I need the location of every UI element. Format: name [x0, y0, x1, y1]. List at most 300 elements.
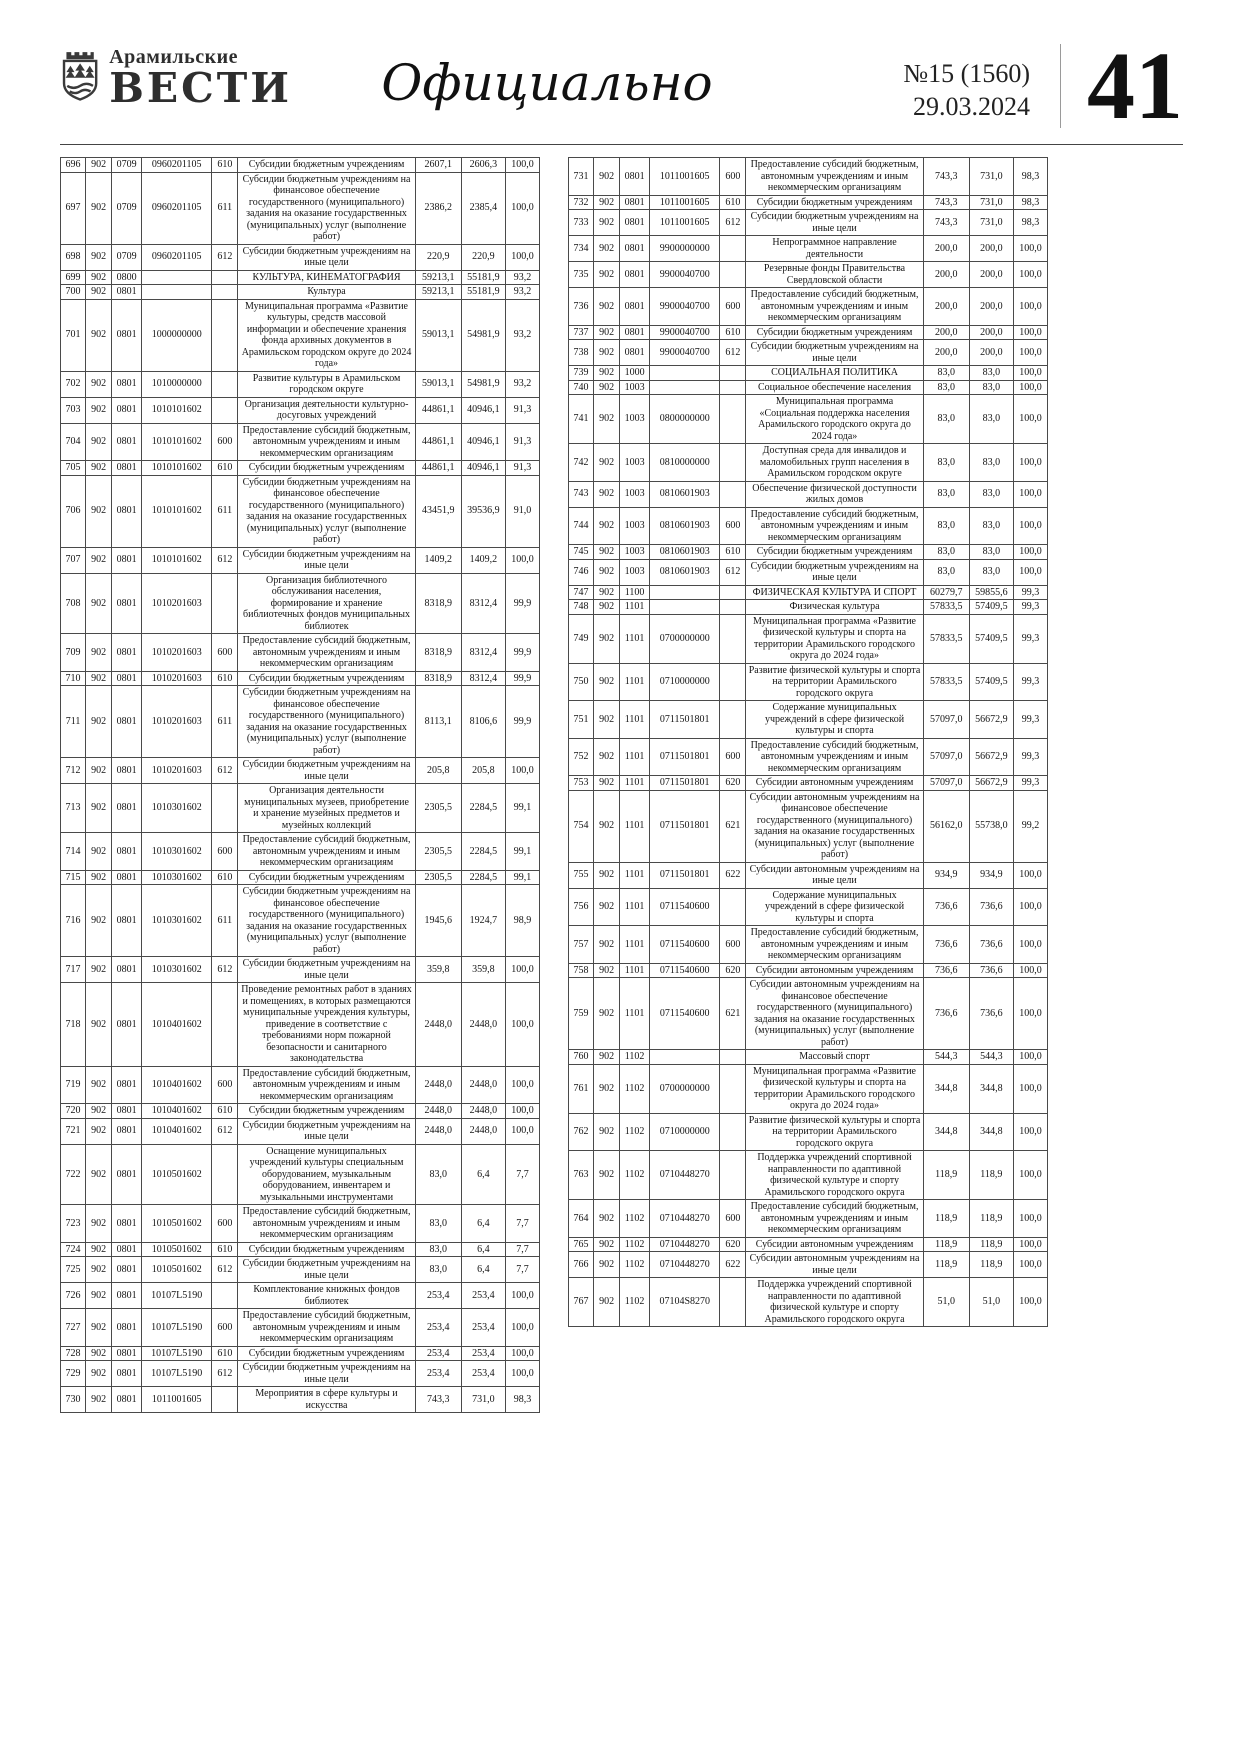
- expense-type-cell: 612: [212, 1361, 238, 1387]
- expense-name-cell: Субсидии бюджетным учреждениям на иные цели: [238, 957, 415, 983]
- plan-value-cell: 2386,2: [415, 172, 461, 244]
- percent-cell: 98,9: [505, 885, 539, 957]
- table-row: [61, 475, 540, 547]
- row-number-cell: 762: [569, 1113, 594, 1151]
- section-code-cell: 0801: [112, 1118, 142, 1144]
- target-article-cell: 10107L5190: [142, 1309, 212, 1347]
- fact-value-cell: 253,4: [461, 1309, 505, 1347]
- grbs-code-cell: 902: [86, 957, 112, 983]
- fact-value-cell: 8106,6: [461, 686, 505, 758]
- target-article-cell: 07104S8270: [650, 1278, 720, 1327]
- section-code-cell: 0800: [112, 270, 142, 285]
- expense-type-cell: [720, 1113, 746, 1151]
- plan-value-cell: 200,0: [923, 325, 969, 340]
- percent-cell: 98,3: [505, 1387, 539, 1413]
- grbs-code-cell: 902: [594, 559, 620, 585]
- expense-name-cell: Субсидии бюджетным учреждениям: [238, 870, 415, 885]
- row-number-cell: 707: [61, 547, 86, 573]
- expense-name-cell: СОЦИАЛЬНАЯ ПОЛИТИКА: [746, 366, 923, 381]
- target-article-cell: 0960201105: [142, 244, 212, 270]
- grbs-code-cell: 902: [86, 158, 112, 173]
- expense-name-cell: Социальное обеспечение населения: [746, 380, 923, 395]
- row-number-cell: 719: [61, 1066, 86, 1104]
- percent-cell: 7,7: [505, 1242, 539, 1257]
- expense-type-cell: 610: [720, 545, 746, 560]
- fact-value-cell: 2448,0: [461, 1118, 505, 1144]
- row-number-cell: 699: [61, 270, 86, 285]
- section-title: Официально: [381, 54, 713, 112]
- grbs-code-cell: 902: [86, 285, 112, 300]
- page-header: [60, 32, 1183, 139]
- table-row: [61, 1387, 540, 1413]
- target-article-cell: [650, 600, 720, 615]
- plan-value-cell: 2448,0: [415, 1104, 461, 1119]
- table-row: [569, 1200, 1048, 1238]
- row-number-cell: 749: [569, 614, 594, 663]
- target-article-cell: [142, 285, 212, 300]
- expense-name-cell: Организация библиотечного обслуживания населения, формирование и хранение библиотечных фондов муниципальных библиотек: [238, 573, 415, 634]
- plan-value-cell: 83,0: [923, 395, 969, 444]
- expense-name-cell: Проведение ремонтных работ в зданиях и помещениях, в которых размещаются муниципальные учреждения культуры, приведение в соответствие с требованиями норм пожарной безопасности и санитарного законодательства: [238, 983, 415, 1067]
- grbs-code-cell: 902: [86, 423, 112, 461]
- table-row: [569, 1237, 1048, 1252]
- expense-type-cell: [212, 299, 238, 371]
- table-row: [61, 397, 540, 423]
- grbs-code-cell: 902: [86, 1257, 112, 1283]
- row-number-cell: 752: [569, 738, 594, 776]
- section-code-cell: 0801: [112, 671, 142, 686]
- section-code-cell: 0801: [112, 1205, 142, 1243]
- grbs-code-cell: 902: [86, 1118, 112, 1144]
- expense-name-cell: Оснащение муниципальных учреждений культуры специальным оборудованием, музыкальным оборудованием, инвентарем и музыкальными инструментами: [238, 1144, 415, 1205]
- section-code-cell: 1003: [620, 545, 650, 560]
- grbs-code-cell: 902: [594, 195, 620, 210]
- percent-cell: 100,0: [1013, 1064, 1047, 1113]
- section-code-cell: 1101: [620, 701, 650, 739]
- plan-value-cell: 200,0: [923, 340, 969, 366]
- section-code-cell: 0801: [112, 758, 142, 784]
- expense-name-cell: КУЛЬТУРА, КИНЕМАТОГРАФИЯ: [238, 270, 415, 285]
- percent-cell: 99,9: [505, 573, 539, 634]
- grbs-code-cell: 902: [86, 244, 112, 270]
- table-row: [61, 172, 540, 244]
- expense-name-cell: Субсидии бюджетным учреждениям: [746, 325, 923, 340]
- issue-number: №15 (1560): [903, 59, 1030, 88]
- expense-type-cell: [720, 1151, 746, 1200]
- section-code-cell: 0801: [620, 340, 650, 366]
- grbs-code-cell: 902: [594, 1064, 620, 1113]
- percent-cell: 93,2: [505, 270, 539, 285]
- target-article-cell: 1010301602: [142, 870, 212, 885]
- section-code-cell: 0801: [112, 285, 142, 300]
- expense-name-cell: Предоставление субсидий бюджетным, автономным учреждениям и иным некоммерческим организациям: [746, 738, 923, 776]
- section-code-cell: 0801: [620, 325, 650, 340]
- percent-cell: 93,2: [505, 285, 539, 300]
- row-number-cell: 755: [569, 862, 594, 888]
- table-row: [569, 600, 1048, 615]
- table-row: [569, 444, 1048, 482]
- section-code-cell: 0801: [112, 547, 142, 573]
- expense-name-cell: Предоставление субсидий бюджетным, автономным учреждениям и иным некоммерческим организациям: [746, 1200, 923, 1238]
- plan-value-cell: 51,0: [923, 1278, 969, 1327]
- fact-value-cell: 200,0: [969, 340, 1013, 366]
- row-number-cell: 715: [61, 870, 86, 885]
- table-row: [61, 671, 540, 686]
- percent-cell: 99,1: [505, 784, 539, 833]
- expense-type-cell: 610: [212, 461, 238, 476]
- expense-name-cell: Поддержка учреждений спортивной направленности по адаптивной физической культуре и спорту Арамильского городского округа: [746, 1151, 923, 1200]
- header-divider: [60, 144, 1183, 145]
- table-row: [569, 701, 1048, 739]
- grbs-code-cell: 902: [86, 461, 112, 476]
- section-code-cell: 0801: [620, 262, 650, 288]
- expense-type-cell: [720, 1050, 746, 1065]
- expense-type-cell: [212, 270, 238, 285]
- section-code-cell: 1101: [620, 790, 650, 862]
- table-row: [569, 507, 1048, 545]
- expense-name-cell: Содержание муниципальных учреждений в сфере физической культуры и спорта: [746, 701, 923, 739]
- row-number-cell: 724: [61, 1242, 86, 1257]
- row-number-cell: 765: [569, 1237, 594, 1252]
- table-row: [569, 559, 1048, 585]
- percent-cell: 100,0: [1013, 1237, 1047, 1252]
- plan-value-cell: 8318,9: [415, 573, 461, 634]
- grbs-code-cell: 902: [86, 1309, 112, 1347]
- fact-value-cell: 200,0: [969, 236, 1013, 262]
- percent-cell: 91,0: [505, 475, 539, 547]
- percent-cell: 98,3: [1013, 210, 1047, 236]
- grbs-code-cell: 902: [86, 1361, 112, 1387]
- row-number-cell: 750: [569, 663, 594, 701]
- section-code-cell: 1003: [620, 481, 650, 507]
- row-number-cell: 716: [61, 885, 86, 957]
- brand-name-bottom: ВЕСТИ: [109, 64, 292, 113]
- table-row: [61, 299, 540, 371]
- table-row: [61, 1309, 540, 1347]
- section-code-cell: 0801: [112, 1309, 142, 1347]
- grbs-code-cell: 902: [86, 1387, 112, 1413]
- fact-value-cell: 6,4: [461, 1144, 505, 1205]
- fact-value-cell: 2385,4: [461, 172, 505, 244]
- grbs-code-cell: 902: [86, 299, 112, 371]
- fact-value-cell: 6,4: [461, 1242, 505, 1257]
- grbs-code-cell: 902: [594, 600, 620, 615]
- plan-value-cell: 743,3: [923, 210, 969, 236]
- table-row: [569, 1064, 1048, 1113]
- target-article-cell: 1010501602: [142, 1242, 212, 1257]
- grbs-code-cell: 902: [86, 270, 112, 285]
- row-number-cell: 766: [569, 1252, 594, 1278]
- expense-name-cell: Субсидии автономным учреждениям: [746, 1237, 923, 1252]
- expense-name-cell: Массовый спорт: [746, 1050, 923, 1065]
- expense-name-cell: Муниципальная программа «Социальная поддержка населения Арамильского городского округа до 2024 года»: [746, 395, 923, 444]
- expense-type-cell: 610: [720, 325, 746, 340]
- grbs-code-cell: 902: [86, 397, 112, 423]
- section-code-cell: 0801: [112, 1144, 142, 1205]
- row-number-cell: 717: [61, 957, 86, 983]
- target-article-cell: 0710000000: [650, 663, 720, 701]
- row-number-cell: 701: [61, 299, 86, 371]
- section-code-cell: 0801: [620, 158, 650, 196]
- target-article-cell: 1010201603: [142, 686, 212, 758]
- section-code-cell: 1102: [620, 1064, 650, 1113]
- row-number-cell: 754: [569, 790, 594, 862]
- fact-value-cell: 51,0: [969, 1278, 1013, 1327]
- plan-value-cell: 44861,1: [415, 423, 461, 461]
- row-number-cell: 732: [569, 195, 594, 210]
- percent-cell: 100,0: [1013, 1278, 1047, 1327]
- section-code-cell: 0801: [112, 573, 142, 634]
- target-article-cell: 1010101602: [142, 475, 212, 547]
- section-code-cell: 0801: [620, 288, 650, 326]
- expense-name-cell: Поддержка учреждений спортивной направленности по адаптивной физической культуре и спорту Арамильского городского округа: [746, 1278, 923, 1327]
- section-code-cell: 0801: [112, 784, 142, 833]
- target-article-cell: 1010301602: [142, 885, 212, 957]
- plan-value-cell: 83,0: [923, 444, 969, 482]
- grbs-code-cell: 902: [594, 1252, 620, 1278]
- plan-value-cell: 253,4: [415, 1361, 461, 1387]
- target-article-cell: 0960201105: [142, 172, 212, 244]
- section-code-cell: 0801: [112, 1387, 142, 1413]
- expense-name-cell: Организация деятельности муниципальных музеев, приобретение и хранение музейных предметов и музейных коллекций: [238, 784, 415, 833]
- table-row: [569, 325, 1048, 340]
- grbs-code-cell: 902: [86, 784, 112, 833]
- row-number-cell: 708: [61, 573, 86, 634]
- percent-cell: 100,0: [1013, 507, 1047, 545]
- expense-type-cell: 612: [212, 547, 238, 573]
- section-code-cell: 0801: [112, 1283, 142, 1309]
- target-article-cell: 10107L5190: [142, 1346, 212, 1361]
- section-code-cell: 0801: [112, 461, 142, 476]
- percent-cell: 100,0: [505, 158, 539, 173]
- expense-name-cell: Субсидии автономным учреждениям на иные цели: [746, 862, 923, 888]
- plan-value-cell: 2305,5: [415, 870, 461, 885]
- expense-name-cell: Муниципальная программа «Развитие физической культуры и спорта на территории Арамильского городского округа до 2024 года»: [746, 1064, 923, 1113]
- fact-value-cell: 731,0: [461, 1387, 505, 1413]
- percent-cell: 100,0: [505, 547, 539, 573]
- table-row: [61, 833, 540, 871]
- section-code-cell: 0801: [112, 299, 142, 371]
- expense-name-cell: Предоставление субсидий бюджетным, автономным учреждениям и иным некоммерческим организациям: [746, 507, 923, 545]
- target-article-cell: 1010301602: [142, 784, 212, 833]
- fact-value-cell: 57409,5: [969, 663, 1013, 701]
- percent-cell: 99,9: [505, 671, 539, 686]
- percent-cell: 100,0: [1013, 1151, 1047, 1200]
- expense-name-cell: Содержание муниципальных учреждений в сфере физической культуры и спорта: [746, 888, 923, 926]
- percent-cell: 100,0: [1013, 926, 1047, 964]
- grbs-code-cell: 902: [594, 158, 620, 196]
- expense-name-cell: Организация деятельности культурно-досуговых учреждений: [238, 397, 415, 423]
- expense-type-cell: [720, 444, 746, 482]
- grbs-code-cell: 902: [86, 634, 112, 672]
- target-article-cell: 0810601903: [650, 507, 720, 545]
- section-code-cell: 1101: [620, 600, 650, 615]
- percent-cell: 100,0: [1013, 340, 1047, 366]
- expense-type-cell: 612: [720, 210, 746, 236]
- fact-value-cell: 2448,0: [461, 983, 505, 1067]
- expense-type-cell: 612: [212, 244, 238, 270]
- plan-value-cell: 44861,1: [415, 461, 461, 476]
- section-code-cell: 1100: [620, 585, 650, 600]
- grbs-code-cell: 902: [594, 262, 620, 288]
- target-article-cell: 0711501801: [650, 701, 720, 739]
- expense-name-cell: ФИЗИЧЕСКАЯ КУЛЬТУРА И СПОРТ: [746, 585, 923, 600]
- percent-cell: 100,0: [505, 1309, 539, 1347]
- expense-name-cell: Субсидии бюджетным учреждениям: [238, 461, 415, 476]
- row-number-cell: 730: [61, 1387, 86, 1413]
- percent-cell: 100,0: [505, 1346, 539, 1361]
- issue-info: [903, 58, 1030, 123]
- expense-type-cell: 600: [720, 288, 746, 326]
- grbs-code-cell: 902: [594, 325, 620, 340]
- percent-cell: 98,3: [1013, 195, 1047, 210]
- fact-value-cell: 6,4: [461, 1205, 505, 1243]
- percent-cell: 99,3: [1013, 776, 1047, 791]
- fact-value-cell: 83,0: [969, 444, 1013, 482]
- target-article-cell: 1010401602: [142, 1104, 212, 1119]
- expense-name-cell: Субсидии бюджетным учреждениям на иные цели: [238, 758, 415, 784]
- section-code-cell: 1101: [620, 614, 650, 663]
- target-article-cell: 0810000000: [650, 444, 720, 482]
- row-number-cell: 711: [61, 686, 86, 758]
- section-code-cell: 1102: [620, 1237, 650, 1252]
- percent-cell: 99,9: [505, 634, 539, 672]
- grbs-code-cell: 902: [594, 444, 620, 482]
- plan-value-cell: 83,0: [923, 507, 969, 545]
- fact-value-cell: 83,0: [969, 366, 1013, 381]
- plan-value-cell: 57833,5: [923, 614, 969, 663]
- fact-value-cell: 8312,4: [461, 634, 505, 672]
- grbs-code-cell: 902: [594, 380, 620, 395]
- row-number-cell: 696: [61, 158, 86, 173]
- expense-name-cell: Субсидии автономным учреждениям: [746, 776, 923, 791]
- expense-type-cell: [720, 366, 746, 381]
- percent-cell: 99,1: [505, 870, 539, 885]
- grbs-code-cell: 902: [594, 701, 620, 739]
- target-article-cell: 1010501602: [142, 1257, 212, 1283]
- expense-type-cell: 621: [720, 978, 746, 1050]
- row-number-cell: 747: [569, 585, 594, 600]
- fact-value-cell: 8312,4: [461, 573, 505, 634]
- row-number-cell: 742: [569, 444, 594, 482]
- expense-name-cell: Предоставление субсидий бюджетным, автономным учреждениям и иным некоммерческим организациям: [238, 1309, 415, 1347]
- section-code-cell: 0801: [112, 371, 142, 397]
- plan-value-cell: 2448,0: [415, 1118, 461, 1144]
- expense-type-cell: 600: [720, 507, 746, 545]
- target-article-cell: [142, 270, 212, 285]
- row-number-cell: 729: [61, 1361, 86, 1387]
- row-number-cell: 725: [61, 1257, 86, 1283]
- grbs-code-cell: 902: [86, 870, 112, 885]
- expense-type-cell: 612: [212, 957, 238, 983]
- grbs-code-cell: 902: [86, 833, 112, 871]
- grbs-code-cell: 902: [594, 776, 620, 791]
- row-number-cell: 740: [569, 380, 594, 395]
- target-article-cell: 1010101602: [142, 461, 212, 476]
- expense-type-cell: [720, 395, 746, 444]
- grbs-code-cell: 902: [594, 790, 620, 862]
- grbs-code-cell: 902: [86, 371, 112, 397]
- expense-type-cell: 620: [720, 776, 746, 791]
- expense-name-cell: Субсидии автономным учреждениям на иные цели: [746, 1252, 923, 1278]
- row-number-cell: 702: [61, 371, 86, 397]
- fact-value-cell: 54981,9: [461, 299, 505, 371]
- expense-name-cell: Предоставление субсидий бюджетным, автономным учреждениям и иным некоммерческим организациям: [746, 926, 923, 964]
- fact-value-cell: 2448,0: [461, 1104, 505, 1119]
- expense-type-cell: [720, 614, 746, 663]
- target-article-cell: 0711540600: [650, 888, 720, 926]
- percent-cell: 100,0: [1013, 1113, 1047, 1151]
- grbs-code-cell: 902: [86, 1242, 112, 1257]
- section-code-cell: 1003: [620, 507, 650, 545]
- plan-value-cell: 118,9: [923, 1252, 969, 1278]
- grbs-code-cell: 902: [594, 888, 620, 926]
- section-code-cell: 1003: [620, 395, 650, 444]
- expense-name-cell: Субсидии бюджетным учреждениям на финансовое обеспечение государственного (муниципального) задания на оказание государственных (муниципальных) услуг (выполнение работ): [238, 172, 415, 244]
- table-row: [569, 1252, 1048, 1278]
- grbs-code-cell: 902: [594, 1278, 620, 1327]
- target-article-cell: 1010201603: [142, 671, 212, 686]
- plan-value-cell: 83,0: [415, 1242, 461, 1257]
- expense-type-cell: 600: [720, 1200, 746, 1238]
- expense-name-cell: Обеспечение физической доступности жилых домов: [746, 481, 923, 507]
- table-row: [569, 366, 1048, 381]
- target-article-cell: 0710448270: [650, 1252, 720, 1278]
- fact-value-cell: 736,6: [969, 963, 1013, 978]
- expense-name-cell: Субсидии бюджетным учреждениям: [746, 545, 923, 560]
- expense-name-cell: Субсидии автономным учреждениям на финансовое обеспечение государственного (муниципального) задания на оказание государственных (муниципальных) услуг (выполнение работ): [746, 978, 923, 1050]
- row-number-cell: 700: [61, 285, 86, 300]
- grbs-code-cell: 902: [594, 1151, 620, 1200]
- percent-cell: 100,0: [1013, 963, 1047, 978]
- section-code-cell: 1102: [620, 1252, 650, 1278]
- grbs-code-cell: 902: [594, 481, 620, 507]
- table-row: [61, 1361, 540, 1387]
- percent-cell: 100,0: [1013, 481, 1047, 507]
- expense-name-cell: Комплектование книжных фондов библиотек: [238, 1283, 415, 1309]
- target-article-cell: 9900040700: [650, 262, 720, 288]
- table-row: [61, 158, 540, 173]
- expense-type-cell: [720, 663, 746, 701]
- grbs-code-cell: 902: [594, 395, 620, 444]
- expense-name-cell: Предоставление субсидий бюджетным, автономным учреждениям и иным некоммерческим организациям: [238, 634, 415, 672]
- expense-type-cell: 611: [212, 475, 238, 547]
- row-number-cell: 718: [61, 983, 86, 1067]
- section-code-cell: 1000: [620, 366, 650, 381]
- fact-value-cell: 6,4: [461, 1257, 505, 1283]
- row-number-cell: 709: [61, 634, 86, 672]
- plan-value-cell: 83,0: [923, 545, 969, 560]
- expense-type-cell: 610: [720, 195, 746, 210]
- plan-value-cell: 59213,1: [415, 270, 461, 285]
- plan-value-cell: 83,0: [923, 366, 969, 381]
- expense-type-cell: [212, 784, 238, 833]
- table-row: [61, 285, 540, 300]
- expense-name-cell: Субсидии бюджетным учреждениям на иные цели: [746, 210, 923, 236]
- plan-value-cell: 59013,1: [415, 371, 461, 397]
- fact-value-cell: 2448,0: [461, 1066, 505, 1104]
- grbs-code-cell: 902: [86, 1283, 112, 1309]
- percent-cell: 91,3: [505, 397, 539, 423]
- plan-value-cell: 57097,0: [923, 776, 969, 791]
- section-code-cell: 0801: [620, 236, 650, 262]
- fact-value-cell: 118,9: [969, 1237, 1013, 1252]
- expense-name-cell: Субсидии бюджетным учреждениям на иные цели: [746, 559, 923, 585]
- target-article-cell: 10107L5190: [142, 1283, 212, 1309]
- table-row: [569, 380, 1048, 395]
- percent-cell: 100,0: [505, 1361, 539, 1387]
- expense-name-cell: Субсидии бюджетным учреждениям: [238, 1346, 415, 1361]
